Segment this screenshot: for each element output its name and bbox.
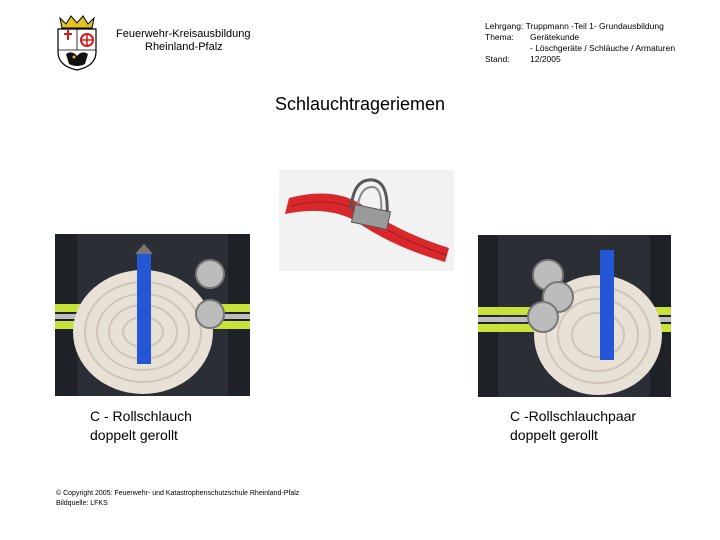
caption-left [90,407,192,445]
topic-subvalue: - Löschgeräte / Schläuche / Armaturen [530,43,676,53]
page-title: Schlauchtrageriemen [274,94,446,114]
photo-hose-roll-pair [478,235,671,397]
date-row [485,54,685,65]
organization-name: Feuerwehr-Kreisausbildung [116,28,251,40]
footer [56,489,299,509]
organization-region: Rheinland-Pfalz [145,41,223,53]
coat-of-arms-logo [52,14,102,72]
topic-value: Gerätekunde [530,32,580,42]
course-label: Lehrgang: [485,21,524,31]
date-label: Stand: [485,54,510,64]
course-metadata [485,21,685,65]
topic-sub-row [485,43,685,54]
caption-left-line1: C - Rollschlauch [90,408,192,424]
photo-carrying-strap [279,170,454,271]
image-source-text: Bildquelle: LFKS [56,500,108,507]
caption-right-line2: doppelt gerollt [510,427,598,443]
caption-left-line2: doppelt gerollt [90,427,178,443]
topic-label: Thema: [485,32,514,42]
date-value: 12/2005 [530,54,561,64]
copyright-text: © Copyright 2005: Feuerwehr- und Katastrophenschutzschule Rheinland-Pfalz [56,490,300,497]
course-value: Truppmann -Teil 1- Grundausbildung [525,21,664,31]
caption-right [510,407,636,445]
caption-right-line1: C -Rollschlauchpaar [510,408,637,424]
topic-row [485,32,685,43]
course-row [485,21,685,32]
photo-single-hose-roll [55,234,250,396]
